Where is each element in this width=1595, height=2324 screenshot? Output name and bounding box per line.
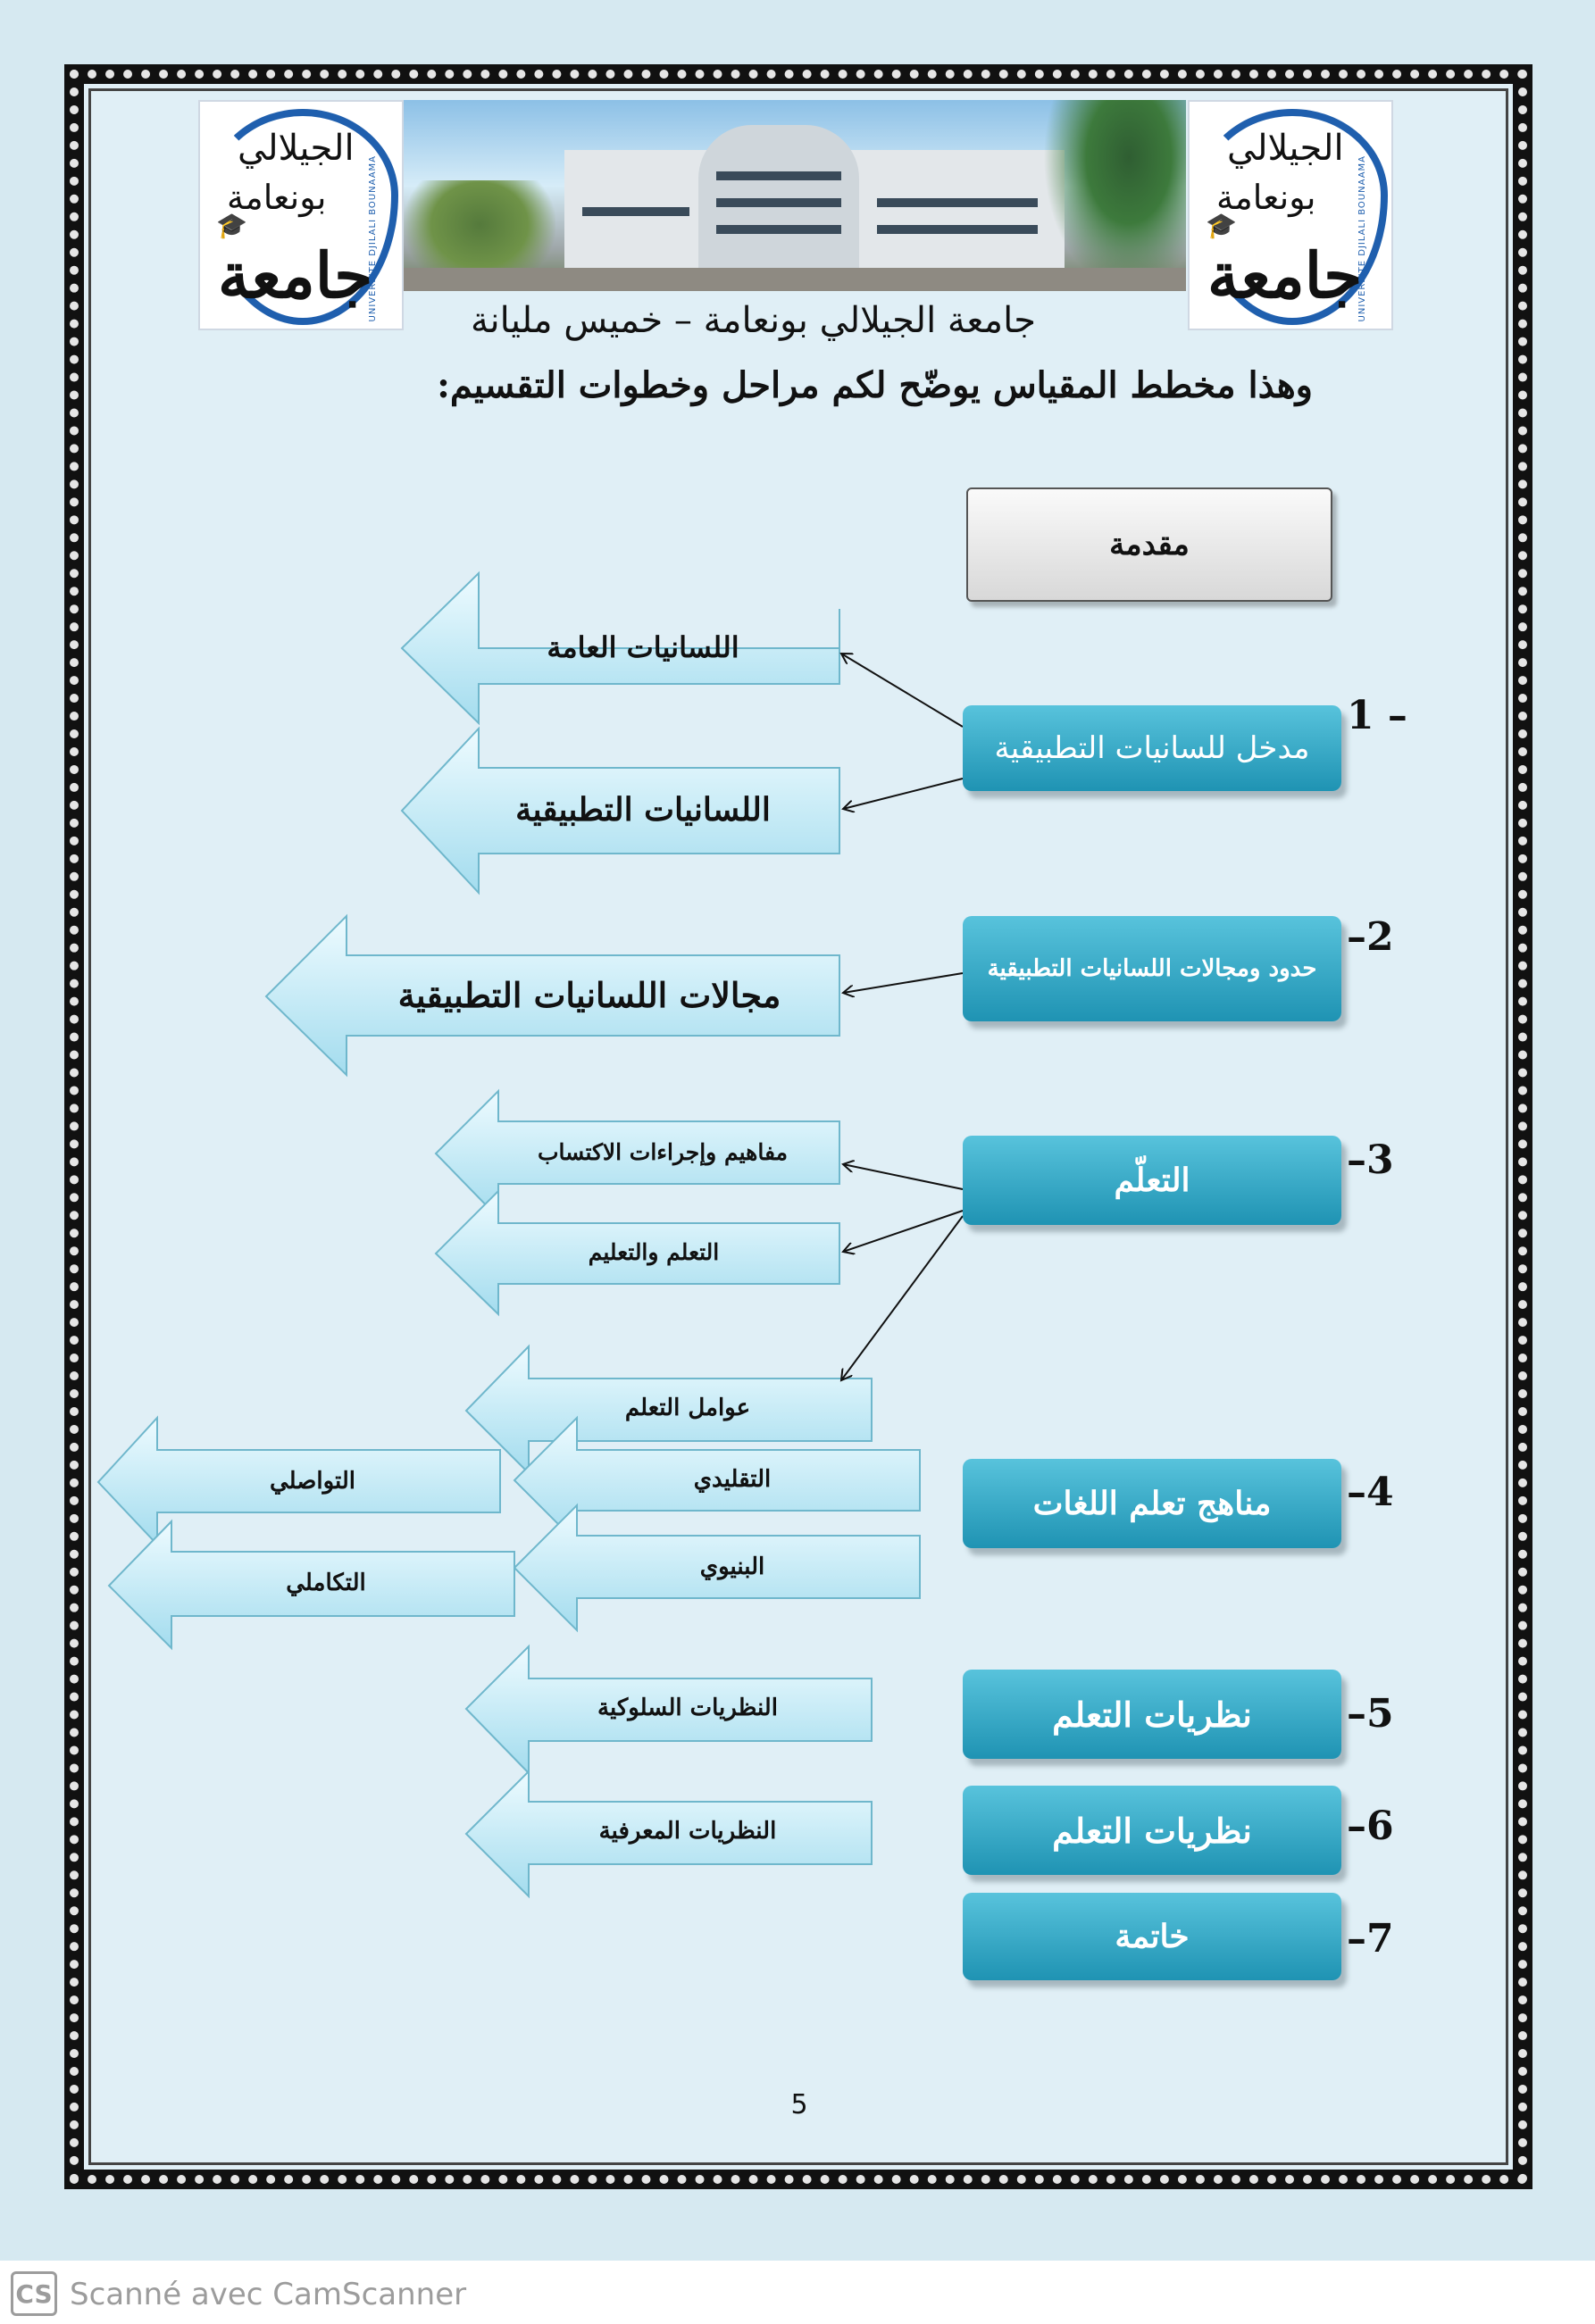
connector-line <box>841 654 963 727</box>
connector-line <box>843 1211 963 1252</box>
logo-text-line1: الجيلالي <box>1227 128 1344 169</box>
intro-box-label: مقدمة <box>1109 527 1190 562</box>
logo-text-line1: الجيلالي <box>238 128 355 169</box>
section-number: –7 <box>1347 1916 1394 1962</box>
section-number: –6 <box>1347 1803 1394 1849</box>
section-number: –2 <box>1347 914 1394 960</box>
branch-label: النظريات السلوكية <box>597 1695 778 1721</box>
intro-text: وهذا مخطط المقياس يوضّح لكم مراحل وخطوات التقسيم: <box>437 364 1313 406</box>
section-label: مناهج تعلم اللغات <box>1032 1485 1272 1522</box>
section-label: نظريات التعلم <box>1052 1810 1252 1851</box>
scanner-footer <box>0 2261 1595 2324</box>
logo-text-big: جامعة <box>1207 238 1363 312</box>
branch-label: النظريات المعرفية <box>598 1818 777 1845</box>
section-box-1 <box>963 705 1341 791</box>
scanner-text: Scanné avec CamScanner <box>70 2277 467 2312</box>
section-label: التعلّم <box>1114 1162 1190 1199</box>
camscanner-icon: CS <box>11 2271 57 2316</box>
intro-box <box>966 487 1332 602</box>
connector-line <box>843 1164 963 1189</box>
section-box-6 <box>963 1786 1341 1875</box>
section-box-2 <box>963 916 1341 1021</box>
logo-latin-text: UNIVERSITE DJILALI BOUNAAMA <box>368 155 378 322</box>
university-name: جامعة الجيلالي بونعامة – خميس مليانة <box>471 300 1036 341</box>
connector-line <box>843 973 963 993</box>
branch-label: التواصلي <box>269 1468 355 1495</box>
branch-label: عوامل التعلم <box>624 1395 751 1421</box>
section-box-5 <box>963 1670 1341 1759</box>
logo-text-big: جامعة <box>218 238 373 312</box>
page-number: 5 <box>790 2089 808 2120</box>
branch-label: اللسانيات التطبيقية <box>515 791 771 829</box>
branch-label: اللسانيات العامة <box>547 630 739 664</box>
branch-label: التكاملي <box>286 1570 366 1596</box>
logo-text-line2: بونعامة <box>1216 178 1316 217</box>
graduation-cap-icon: 🎓 <box>1206 211 1237 240</box>
branch-label: التعلم والتعليم <box>588 1239 720 1265</box>
section-number: 1 – <box>1347 693 1407 738</box>
branch-label: التقليدي <box>693 1466 772 1493</box>
section-label: حدود ومجالات اللسانيات التطبيقية <box>987 955 1317 982</box>
section-label: نظريات التعلم <box>1052 1694 1252 1735</box>
graduation-cap-icon: 🎓 <box>216 211 247 240</box>
section-box-3 <box>963 1136 1341 1225</box>
logo-text-line2: بونعامة <box>227 178 327 217</box>
connector-line <box>843 779 963 809</box>
section-number: –4 <box>1347 1470 1394 1515</box>
section-box-7 <box>963 1893 1341 1980</box>
logo-latin-text: UNIVERSITE DJILALI BOUNAAMA <box>1357 155 1367 322</box>
section-number: –3 <box>1347 1137 1394 1183</box>
branch-label: البنيوي <box>699 1553 765 1580</box>
branch-label: مجالات اللسانيات التطبيقية <box>397 975 781 1015</box>
connector-line <box>841 1216 963 1380</box>
section-box-4 <box>963 1459 1341 1548</box>
section-label: مدخل للسانيات التطبيقية <box>994 730 1310 766</box>
branch-label: مفاهيم وإجراءات الاكتساب <box>538 1139 788 1165</box>
section-label: خاتمة <box>1115 1918 1190 1955</box>
section-number: –5 <box>1347 1691 1394 1737</box>
